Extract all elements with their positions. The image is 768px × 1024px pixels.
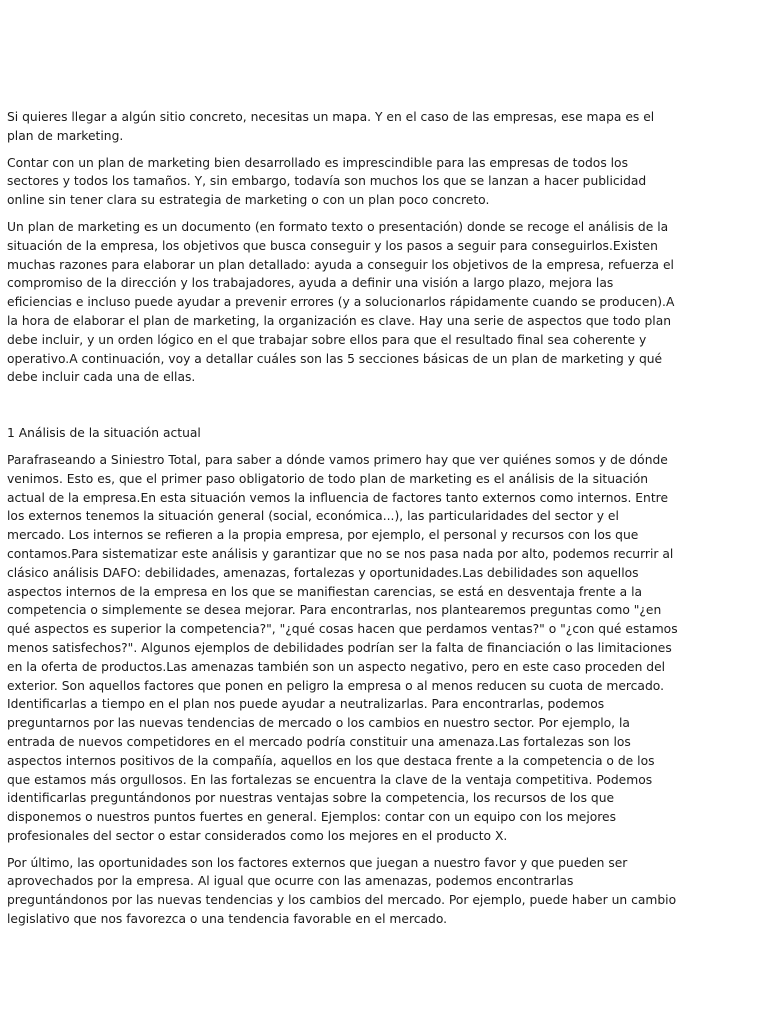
section-paragraph-2: Por último, las oportunidades son los factores externos que juegan a nuestro favor y que pueden ser aprovechados por la empresa. Al igual que ocurre con las amenazas, podemos encontrarlas preguntándonos por las nuevas tendencias y los cambios del mercado. Por ejemplo, puede haber un cambio legislativo que nos favorezca o una tendencia favorable en el mercado. [7, 855, 677, 927]
intro-paragraph-1: Si quieres llegar a algún sitio concreto, necesitas un mapa. Y en el caso de las empresas, ese mapa es el plan de marketing. [7, 110, 655, 143]
intro-paragraph-2: Contar con un plan de marketing bien desarrollado es imprescindible para las empresas de todos los sectores y todos los tamaños. Y, sin embargo, todavía son muchos los que se lanzan a hacer publicidad online sin tener clara su estrategia de marketing o con un plan poco concreto. [7, 155, 647, 208]
document-body [7, 108, 678, 937]
section-paragraph-1: Parafraseando a Siniestro Total, para saber a dónde vamos primero hay que ver quiénes somos y de dónde venimos. Esto es, que el primer paso obligatorio de todo plan de marketing es el análisis de la situación actual de la empresa.En esta situación vemos la influencia de factores tanto externos como internos. Entre los externos tenemos la situación general (social, económica...), las particularidades del sector y el mercado. Los internos se refieren a la propia empresa, por ejemplo, el personal y recursos con los que contamos.Para sistematizar este análisis y garantizar que no se nos pasa nada por alto, podemos recurrir al clásico análisis DAFO: debilidades, amenazas, fortalezas y oportunidades.Las debilidades son aquellos aspectos internos de la empresa en los que se manifiestan carencias, se está en desventaja frente a la competencia o simplemente se desea mejorar. Para encontrarlas, nos plantearemos preguntas como "¿en qué aspectos es superior la competencia?", "¿qué cosas hacen que perdamos ventas?" o "¿con qué estamos menos satisfechos?". Algunos ejemplos de debilidades podrían ser la falta de financiación o las limitaciones en la oferta de productos.Las amenazas también son un aspecto negativo, pero en este caso proceden del exterior. Son aquellos factores que ponen en peligro la empresa o al menos reducen su cuota de mercado. Identificarlas a tiempo en el plan nos puede ayudar a neutralizarlas. Para encontrarlas, podemos preguntarnos por las nuevas tendencias de mercado o los cambios en nuestro sector. Por ejemplo, la entrada de nuevos competidores en el mercado podría constituir una amenaza.Las fortalezas son los aspectos internos positivos de la compañía, aquellos en los que destaca frente a la competencia o de los que estamos más orgullosos. En las fortalezas se encuentra la clave de la ventaja competitiva. Podemos identificarlas preguntándonos por nuestras ventajas sobre la competencia, los recursos de los que disponemos o nuestros puntos fuertes en general. Ejemplos: contar con un equipo con los mejores profesionales del sector o estar considerados como los mejores en el producto X. [7, 452, 678, 843]
intro-paragraph-3: Un plan de marketing es un documento (en formato texto o presentación) donde se recoge el análisis de la situación de la empresa, los objetivos que busca conseguir y los pasos a seguir para conseguirlos.Existen muchas razones para elaborar un plan detallado: ayuda a conseguir los objetivos de la empresa, refuerza el compromiso de la dirección y los trabajadores, ayuda a definir una visión a largo plazo, mejora las eficiencias e incluso puede ayudar a prevenir errores (y a solucionarlos rápidamente cuando se producen).A la hora de elaborar el plan de marketing, la organización es clave. Hay una serie de aspectos que todo plan debe incluir, y un orden lógico en el que trabajar sobre ellos para que el resultado final sea coherente y operativo.A continuación, voy a detallar cuáles son las 5 secciones básicas de un plan de marketing y qué debe incluir cada una de ellas. [7, 219, 675, 385]
section-heading-analisis: 1 Análisis de la situación actual [7, 426, 201, 441]
